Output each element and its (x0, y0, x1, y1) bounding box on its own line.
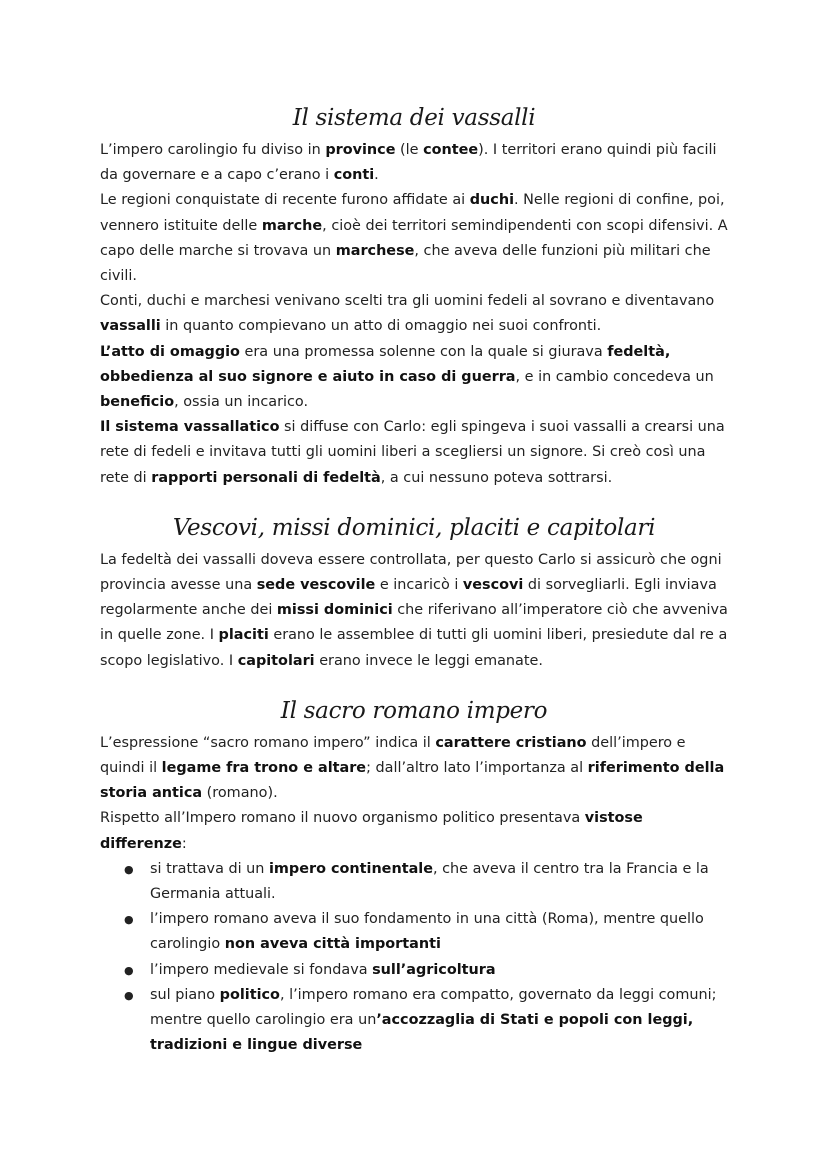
text-run: , ossia un incarico. (174, 394, 309, 411)
text-run: che riferivano all’imperatore ciò che avveniva in quelle zone. I (100, 602, 728, 644)
bold-term: vistose differenze (100, 810, 643, 852)
text-run: : (181, 835, 187, 852)
bold-term: non aveva città importanti (224, 936, 441, 953)
paragraph (100, 138, 728, 188)
bold-term: politico (219, 986, 280, 1003)
bold-term: vassalli (100, 318, 161, 335)
text-run: Le regioni conquistate di recente furono affidate ai (100, 192, 470, 209)
paragraph (100, 548, 728, 674)
bold-term: carattere cristiano (435, 734, 587, 751)
text-run: , cioè dei territori semindipendenti con scopi difensivi. A capo delle marche si trovava un (100, 217, 728, 259)
bold-term: duchi (469, 192, 515, 209)
bold-term: vescovi (462, 577, 524, 594)
text-run: , a cui nessuno poteva sottrarsi. (380, 469, 613, 486)
bold-term: contee (423, 142, 479, 158)
text-run: era una promessa solenne con la quale si giurava (239, 343, 608, 360)
list-item (150, 907, 728, 957)
section-title: Il sacro romano impero (280, 697, 548, 724)
bold-term: sull’agricoltura (372, 961, 496, 978)
text-run: . (374, 167, 379, 184)
section-title: Il sistema dei vassalli (292, 105, 536, 131)
text-run: . Nelle regioni di confine, poi, vennero istituite delle (100, 192, 725, 234)
text-run: sul piano (150, 986, 220, 1003)
text-run: ; dall’altro lato l’importanza al (366, 760, 588, 777)
bold-term: fedeltà, obbedienza al suo signore e aiuto in caso di guerra (100, 343, 671, 385)
bold-term: impero continentale (268, 860, 433, 877)
list-item (150, 857, 728, 907)
text-run: (romano). (202, 785, 278, 802)
text-run: , l’impero romano era compatto, governato da leggi comuni; mentre quello carolingio era un (150, 986, 717, 1029)
section-title: Vescovi, missi dominici, placiti e capitolari (172, 514, 656, 541)
text-run: l’impero romano aveva il suo fondamento in una città (Roma), mentre quello carolingio (150, 911, 704, 953)
bold-term: missi dominici (276, 602, 393, 619)
bold-term: placiti (218, 627, 269, 644)
text-run: si diffuse con Carlo: egli spingeva i suoi vassalli a crearsi una rete di fedeli e invitava tutti gli uomini liberi a scegliersi un signore. Si creò così una rete di (100, 419, 725, 486)
text-run: Rispetto all’Impero romano il nuovo organismo politico presentava (100, 810, 585, 827)
text-run: L’impero carolingio fu diviso in (100, 142, 326, 158)
text-run: di sorvegliarli. Egli inviava regolarmente anche dei (100, 577, 717, 619)
bold-term: riferimento della storia antica (100, 760, 725, 802)
text-run: , che aveva delle funzioni più militari che civili. (100, 242, 711, 285)
bold-term: marche (261, 217, 323, 234)
paragraph (100, 731, 728, 807)
text-run: ). I territori erano quindi più facili da governare e a capo c’erano i (100, 142, 717, 184)
bold-term: conti (333, 167, 375, 184)
paragraph (100, 806, 728, 856)
text-run: in quanto compievano un atto di omaggio nei suoi confronti. (160, 318, 602, 335)
paragraph (100, 340, 728, 416)
list-item (150, 958, 728, 983)
bold-term: rapporti personali di fedeltà (151, 469, 381, 486)
bold-term: province (325, 142, 396, 158)
text-run: e incaricò i (375, 577, 463, 594)
bold-term: capitolari (237, 652, 315, 669)
text-run: La fedeltà dei vassalli doveva essere controllata, per questo Carlo si assicurò che ogni provincia avesse una (100, 551, 722, 594)
bold-term: legame fra trono e altare (161, 760, 367, 777)
text-run: erano invece le leggi emanate. (314, 652, 543, 669)
text-run: erano le assemblee di tutti gli uomini liberi, presiedute dal re a scopo legislativo. I (100, 627, 728, 669)
text-run: dell’impero e quindi il (100, 734, 686, 777)
text-run: (le (395, 142, 424, 158)
paragraph (100, 289, 728, 339)
bold-term: marchese (335, 242, 415, 259)
section-sacro-romano-impero (100, 691, 728, 1059)
differences-list (100, 857, 728, 1059)
section-vescovi (100, 508, 728, 674)
paragraph (100, 188, 728, 289)
section-vassalli (100, 98, 728, 491)
bold-term: Il sistema vassallatico (100, 419, 280, 436)
paragraph (100, 415, 728, 491)
text-run: , e in cambio concedeva un (515, 368, 714, 385)
text-run: Conti, duchi e marchesi venivano scelti tra gli uomini fedeli al sovrano e diventavano (100, 293, 715, 310)
bold-term: sede vescovile (256, 577, 376, 594)
text-run: , che aveva il centro tra la Francia e la Germania attuali. (150, 860, 709, 903)
bold-term: beneficio (100, 394, 175, 411)
bold-term: ’accozzaglia di Stati e popoli con leggi, tradizioni e lingue diverse (150, 1012, 694, 1054)
list-item (150, 983, 728, 1059)
bold-term: L’atto di omaggio (100, 343, 240, 360)
text-run: l’impero medievale si fondava (150, 961, 373, 978)
text-run: si trattava di un (150, 860, 269, 877)
text-run: L’espressione “sacro romano impero” indica il (100, 734, 436, 751)
